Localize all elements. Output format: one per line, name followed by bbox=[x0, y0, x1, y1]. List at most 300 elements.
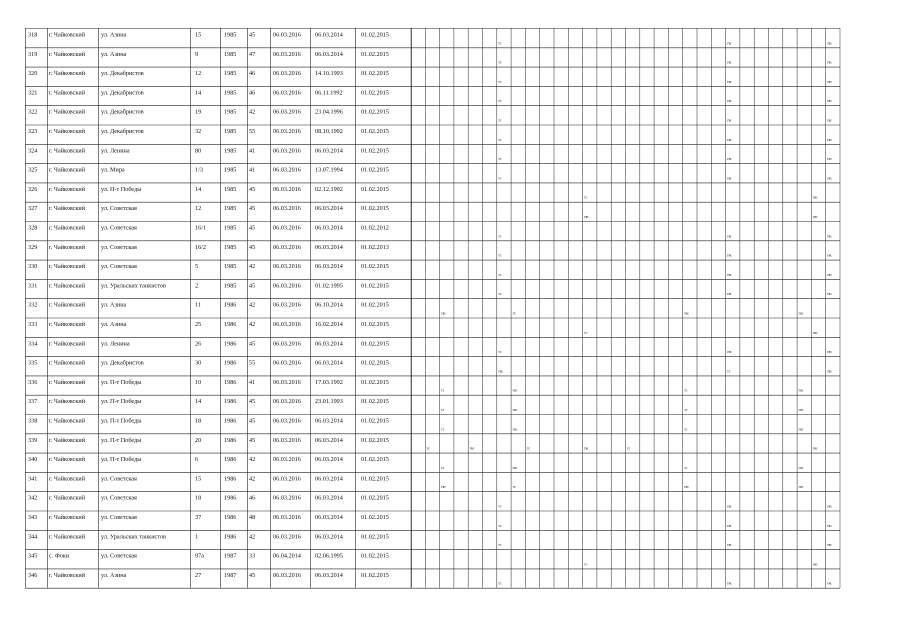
cell-n: 346 bbox=[28, 571, 38, 579]
cell-d1: 06.03.2016 bbox=[273, 128, 301, 135]
cell-street: ул. Советская bbox=[101, 475, 137, 483]
cell-year: 1985 bbox=[224, 128, 237, 135]
cell-d1: 06.03.2016 bbox=[273, 321, 301, 328]
cell-year: 1987 bbox=[224, 552, 237, 560]
cell-count: 55 bbox=[249, 128, 256, 135]
cell-house: 12 bbox=[195, 70, 202, 78]
cell-count: 45 bbox=[249, 417, 256, 425]
cell-year: 1987 bbox=[224, 571, 237, 579]
marker-label: гвс bbox=[812, 215, 818, 219]
cell-year: 1986 bbox=[224, 494, 237, 502]
cell-house: 32 bbox=[195, 128, 202, 135]
cell-n: 334 bbox=[28, 340, 38, 348]
cell-d1: 06.03.2016 bbox=[273, 263, 301, 271]
cell-town: г. Чайковский bbox=[49, 185, 86, 193]
cell-town: г. Чайковский bbox=[49, 417, 86, 425]
cell-d3: 01.02.2015 bbox=[361, 166, 389, 174]
cell-town: г. Чайковский bbox=[49, 89, 86, 97]
cell-d1: 06.03.2016 bbox=[273, 456, 301, 464]
marker-label: гвс bbox=[798, 408, 804, 412]
cell-count: 42 bbox=[249, 475, 256, 483]
marker-label: гвс bbox=[812, 446, 818, 451]
cell-n: 338 bbox=[28, 417, 38, 425]
marker-label: тс bbox=[498, 253, 502, 258]
cell-d2: 06.03.2014 bbox=[315, 205, 343, 213]
cell-street: ул. Советская bbox=[101, 263, 137, 271]
cell-d3: 01.02.2015 bbox=[361, 321, 389, 328]
cell-count: 55 bbox=[249, 359, 256, 367]
cell-street: ул. П-т Победы bbox=[101, 185, 142, 193]
marker-label: гвс bbox=[727, 504, 732, 509]
cell-d1: 06.03.2016 bbox=[273, 147, 301, 155]
cell-town: г. Чайковский bbox=[49, 571, 86, 579]
cell-d3: 01.02.2015 bbox=[361, 185, 389, 193]
cell-street: ул. Советская bbox=[101, 243, 137, 251]
cell-d3: 01.02.2012 bbox=[361, 224, 389, 232]
marker-label: тс bbox=[498, 176, 502, 181]
cell-d2: 06.03.2014 bbox=[315, 571, 343, 579]
cell-d2: 06.03.2014 bbox=[315, 50, 343, 58]
marker-label: гвс bbox=[727, 272, 732, 277]
cell-d3: 01.02.2015 bbox=[361, 147, 389, 155]
marker-label: гвс bbox=[512, 465, 518, 470]
cell-d3: 01.02.2015 bbox=[361, 436, 389, 444]
marker-label: гвс bbox=[684, 311, 689, 316]
marker-label: гвс bbox=[798, 388, 804, 393]
marker-label: гвс bbox=[827, 157, 832, 162]
cell-d2: 06.11.1992 bbox=[315, 89, 343, 97]
marker-label: гвс bbox=[827, 350, 832, 355]
marker-label: гвс bbox=[512, 388, 518, 393]
cell-count: 33 bbox=[249, 552, 256, 560]
cell-d1: 06.03.2016 bbox=[273, 89, 301, 97]
marker-label: гвс bbox=[812, 195, 818, 200]
cell-d2: 06.03.2014 bbox=[315, 456, 343, 464]
cell-street: ул. П-т Победы bbox=[101, 417, 142, 425]
marker-label: тс bbox=[684, 388, 688, 393]
cell-d3: 01.02.2015 bbox=[361, 70, 389, 78]
marker-label: тс bbox=[498, 234, 502, 239]
cell-street: ул. Декабристов bbox=[101, 70, 144, 78]
cell-d1: 06.03.2016 bbox=[273, 436, 301, 444]
cell-street: ул. П-т Победы bbox=[101, 378, 142, 386]
cell-year: 1985 bbox=[224, 108, 237, 116]
cell-d3: 01.02.2015 bbox=[361, 108, 389, 116]
cell-town: г. Чайковский bbox=[49, 456, 86, 464]
marker-label: тс bbox=[584, 330, 588, 335]
cell-count: 42 bbox=[249, 263, 256, 271]
marker-label: тс bbox=[498, 60, 502, 65]
marker-label: гвс bbox=[827, 99, 832, 104]
marker-label: тс bbox=[512, 485, 516, 490]
cell-d3: 01.02.2015 bbox=[361, 263, 389, 271]
cell-d3: 01.02.2015 bbox=[361, 533, 389, 541]
cell-d3: 01.02.2015 bbox=[361, 340, 389, 348]
cell-count: 45 bbox=[249, 31, 256, 39]
marker-label: гвс bbox=[727, 41, 732, 46]
cell-d2: 06.03.2014 bbox=[315, 417, 343, 425]
cell-year: 1986 bbox=[224, 475, 237, 483]
cell-n: 318 bbox=[28, 31, 38, 39]
cell-year: 1985 bbox=[224, 31, 237, 39]
marker-label: тс bbox=[498, 41, 502, 46]
cell-d2: 06.03.2014 bbox=[315, 494, 343, 502]
cell-house: 14 bbox=[195, 89, 202, 97]
cell-count: 41 bbox=[249, 166, 256, 174]
cell-town: г. Чайковский bbox=[49, 436, 86, 444]
cell-d1: 06.03.2016 bbox=[273, 50, 301, 58]
cell-street: ул. Декабристов bbox=[101, 89, 144, 97]
cell-count: 45 bbox=[249, 185, 256, 193]
marker-label: гвс bbox=[727, 292, 732, 297]
cell-d3: 01.02.2015 bbox=[361, 205, 389, 213]
cell-house: 37 bbox=[195, 514, 202, 521]
cell-town: г. Чайковский bbox=[49, 205, 86, 213]
marker-label: гвс bbox=[727, 581, 732, 586]
cell-d3: 01.02.2015 bbox=[361, 359, 389, 367]
cell-town: г. Чайковский bbox=[49, 340, 86, 348]
cell-n: 326 bbox=[28, 185, 38, 193]
cell-d2: 02.12.1992 bbox=[315, 185, 343, 193]
cell-d2: 06.03.2014 bbox=[315, 243, 343, 251]
cell-d2: 06.10.2014 bbox=[315, 301, 343, 309]
marker-label: гвс bbox=[827, 41, 832, 46]
cell-d1: 06.03.2016 bbox=[273, 70, 301, 78]
cell-d1: 06.03.2016 bbox=[273, 185, 301, 193]
cell-town: г. Чайковский bbox=[49, 494, 86, 502]
marker-label: гвс bbox=[827, 253, 832, 258]
marker-label: тс bbox=[441, 388, 445, 393]
document-table bbox=[25, 28, 845, 603]
cell-street: ул. Советская bbox=[101, 552, 137, 560]
cell-d1: 06.03.2016 bbox=[273, 205, 301, 213]
marker-label: тс bbox=[498, 99, 502, 104]
cell-house: 16/2 bbox=[195, 243, 207, 251]
cell-house: 20 bbox=[195, 436, 202, 444]
cell-house: 16/1 bbox=[195, 224, 207, 232]
marker-label: тс bbox=[498, 118, 502, 123]
cell-d2: 13.07.1994 bbox=[315, 166, 343, 174]
cell-d2: 06.03.2014 bbox=[315, 224, 343, 232]
cell-count: 45 bbox=[249, 340, 256, 348]
marker-label: тс bbox=[584, 562, 588, 567]
cell-town: г. Чайковский bbox=[49, 243, 86, 251]
cell-d2: 06.03.2014 bbox=[315, 436, 343, 444]
cell-street: ул. Мира bbox=[101, 166, 125, 174]
cell-year: 1985 bbox=[224, 282, 237, 290]
cell-d1: 06.03.2016 bbox=[273, 359, 301, 367]
cell-town: г. Чайковский bbox=[49, 301, 86, 309]
cell-d1: 06.03.2016 bbox=[273, 301, 301, 309]
marker-label: гвс bbox=[498, 369, 504, 374]
cell-n: 330 bbox=[28, 263, 38, 271]
cell-street: ул. Советская bbox=[101, 224, 137, 232]
cell-town: г. Чайковский bbox=[49, 128, 86, 135]
marker-label: тс bbox=[526, 446, 531, 451]
cell-town: г. Чайковский bbox=[49, 166, 86, 174]
cell-d3: 01.02.2015 bbox=[361, 128, 389, 135]
cell-house: 11 bbox=[195, 301, 201, 309]
marker-label: тс bbox=[498, 79, 502, 84]
cell-house: 15 bbox=[195, 475, 202, 483]
cell-street: ул. П-т Победы bbox=[101, 456, 142, 464]
cell-d3: 01.02.2015 bbox=[361, 31, 389, 39]
cell-house: 27 bbox=[195, 571, 202, 579]
marker-label: тс bbox=[684, 427, 688, 432]
cell-count: 47 bbox=[249, 50, 256, 58]
cell-town: г. Чайковский bbox=[49, 321, 86, 328]
cell-street: ул. Декабристов bbox=[101, 128, 144, 135]
cell-n: 336 bbox=[28, 378, 38, 386]
marker-label: гвс bbox=[827, 176, 832, 181]
cell-house: 10 bbox=[195, 378, 202, 386]
cell-d3: 01.02.2015 bbox=[361, 378, 389, 386]
marker-label: гвс bbox=[727, 253, 732, 258]
cell-d2: 23.01.1993 bbox=[315, 398, 343, 406]
marker-label: тс bbox=[512, 311, 516, 316]
cell-house: 80 bbox=[195, 147, 202, 155]
cell-n: 341 bbox=[28, 475, 38, 483]
cell-street: ул. Советская bbox=[101, 494, 137, 502]
marker-label: гвс bbox=[827, 369, 832, 374]
cell-year: 1986 bbox=[224, 533, 237, 541]
marker-label: гвс bbox=[727, 60, 732, 65]
cell-d3: 01.02.2015 bbox=[361, 571, 389, 579]
marker-label: гвс bbox=[827, 272, 832, 277]
cell-town: г. Чайковский bbox=[49, 514, 86, 521]
cell-street: ул. Советская bbox=[101, 205, 137, 213]
marker-label: гвс bbox=[827, 118, 832, 123]
marker-label: тс bbox=[426, 446, 431, 451]
cell-d1: 06.03.2016 bbox=[273, 571, 301, 579]
cell-count: 45 bbox=[249, 224, 256, 232]
cell-town: г. Чайковский bbox=[49, 475, 86, 483]
cell-n: 328 bbox=[28, 224, 38, 232]
cell-town: с. Фоки bbox=[49, 552, 70, 560]
marker-label: гвс bbox=[812, 562, 818, 567]
cell-house: 6 bbox=[195, 456, 199, 464]
marker-label: тс bbox=[441, 427, 445, 432]
marker-label: гвс bbox=[684, 485, 689, 490]
marker-label: гвс bbox=[812, 330, 818, 335]
cell-n: 342 bbox=[28, 494, 38, 502]
marker-label: гвс bbox=[798, 427, 804, 432]
cell-house: 30 bbox=[195, 359, 202, 367]
marker-label: гвс bbox=[727, 118, 732, 123]
cell-d2: 06.03.2014 bbox=[315, 147, 343, 155]
cell-count: 48 bbox=[249, 514, 256, 521]
cell-d2: 06.03.2014 bbox=[315, 340, 343, 348]
cell-house: 14 bbox=[195, 398, 202, 406]
cell-n: 320 bbox=[28, 70, 38, 78]
cell-n: 331 bbox=[28, 282, 38, 290]
cell-n: 340 bbox=[28, 456, 38, 464]
cell-d1: 06.03.2016 bbox=[273, 398, 301, 406]
cell-n: 323 bbox=[28, 128, 38, 135]
cell-count: 45 bbox=[249, 571, 256, 579]
cell-d1: 06.03.2016 bbox=[273, 166, 301, 174]
cell-street: ул. Азина bbox=[101, 321, 127, 328]
cell-town: г. Чайковский bbox=[49, 70, 86, 78]
cell-house: 14 bbox=[195, 185, 202, 193]
cell-d2: 08.10.1992 bbox=[315, 128, 343, 135]
table-grid bbox=[25, 28, 845, 598]
cell-d3: 01.02.2015 bbox=[361, 89, 389, 97]
cell-year: 1986 bbox=[224, 301, 237, 309]
cell-n: 339 bbox=[28, 436, 38, 444]
cell-house: 5 bbox=[195, 263, 199, 271]
marker-label: гвс bbox=[827, 79, 832, 84]
cell-town: г. Чайковский bbox=[49, 359, 86, 367]
marker-label: гвс bbox=[512, 427, 518, 432]
cell-year: 1985 bbox=[224, 50, 237, 58]
cell-town: г. Чайковский bbox=[49, 282, 86, 290]
marker-label: гвс bbox=[584, 446, 589, 451]
marker-label: тс bbox=[498, 292, 502, 297]
cell-year: 1985 bbox=[224, 205, 237, 213]
marker-label: гвс bbox=[727, 79, 732, 84]
cell-d2: 01.02.1995 bbox=[315, 282, 343, 290]
cell-street: ул. Советская bbox=[101, 514, 137, 521]
cell-street: ул. Азина bbox=[101, 301, 127, 309]
marker-label: тс bbox=[498, 157, 502, 162]
cell-n: 337 bbox=[28, 398, 38, 406]
marker-label: гвс bbox=[827, 504, 832, 509]
marker-label: тс bbox=[498, 504, 502, 509]
cell-n: 333 bbox=[28, 321, 38, 328]
marker-label: гвс bbox=[727, 157, 732, 162]
cell-d1: 06.03.2016 bbox=[273, 378, 301, 386]
cell-street: ул. Декабристов bbox=[101, 359, 144, 367]
cell-d1: 06.03.2016 bbox=[273, 31, 301, 39]
cell-d2: 16.02.2014 bbox=[315, 321, 343, 328]
cell-d3: 01.02.2015 bbox=[361, 417, 389, 425]
marker-label: тс bbox=[684, 465, 688, 470]
cell-count: 42 bbox=[249, 301, 256, 309]
cell-n: 319 bbox=[28, 50, 38, 58]
cell-count: 45 bbox=[249, 436, 256, 444]
cell-d2: 06.03.2014 bbox=[315, 475, 343, 483]
marker-label: гвс bbox=[727, 137, 732, 142]
cell-d1: 06.03.2016 bbox=[273, 475, 301, 483]
cell-d1: 06.03.2016 bbox=[273, 282, 301, 290]
cell-count: 42 bbox=[249, 533, 256, 541]
cell-d1: 06.03.2016 bbox=[273, 533, 301, 541]
marker-label: тс bbox=[441, 408, 445, 412]
cell-town: г. Чайковский bbox=[49, 378, 86, 386]
cell-d2: 06.03.2014 bbox=[315, 514, 343, 521]
cell-street: ул. Ленина bbox=[101, 340, 130, 348]
cell-year: 1985 bbox=[224, 185, 237, 193]
cell-town: г. Чайковский bbox=[49, 533, 86, 541]
marker-label: тс bbox=[498, 137, 502, 142]
cell-n: 329 bbox=[28, 243, 38, 251]
cell-street: ул. Азина bbox=[101, 31, 127, 39]
cell-d3: 01.02.2015 bbox=[361, 475, 389, 483]
cell-count: 45 bbox=[249, 205, 256, 213]
marker-label: тс bbox=[584, 195, 588, 200]
cell-d2: 14.10.1993 bbox=[315, 70, 343, 78]
marker-label: гвс bbox=[827, 60, 832, 65]
cell-n: 322 bbox=[28, 108, 38, 116]
cell-d3: 01.02.2015 bbox=[361, 456, 389, 464]
cell-year: 1985 bbox=[224, 224, 237, 232]
marker-label: тс bbox=[727, 369, 731, 374]
marker-label: гвс bbox=[827, 543, 832, 548]
cell-street: ул. Декабристов bbox=[101, 108, 144, 116]
cell-house: 97а bbox=[195, 552, 204, 560]
marker-label: гвс bbox=[469, 446, 475, 451]
cell-year: 1986 bbox=[224, 436, 237, 444]
marker-label: гвс bbox=[827, 523, 832, 528]
marker-label: гвс bbox=[441, 485, 446, 490]
cell-d1: 06.03.2016 bbox=[273, 224, 301, 232]
cell-d1: 06.03.2016 bbox=[273, 243, 301, 251]
marker-label: гвс bbox=[584, 215, 589, 219]
marker-label: гвс bbox=[727, 234, 732, 239]
cell-d2: 02.06.1995 bbox=[315, 552, 343, 560]
cell-d3: 01.02.2015 bbox=[361, 552, 389, 560]
cell-year: 1985 bbox=[224, 89, 237, 97]
cell-d1: 06.03.2016 bbox=[273, 108, 301, 116]
cell-year: 1985 bbox=[224, 243, 237, 251]
cell-year: 1985 bbox=[224, 147, 237, 155]
cell-house: 18 bbox=[195, 494, 202, 502]
cell-town: г. Чайковский bbox=[49, 31, 86, 39]
cell-n: 335 bbox=[28, 359, 38, 367]
cell-d2: 06.03.2014 bbox=[315, 31, 343, 39]
cell-n: 327 bbox=[28, 205, 38, 213]
cell-count: 41 bbox=[249, 378, 256, 386]
cell-house: 15 bbox=[195, 31, 202, 39]
cell-d3: 01.02.2015 bbox=[361, 398, 389, 406]
marker-label: гвс bbox=[441, 311, 446, 316]
marker-label: гвс bbox=[727, 523, 732, 528]
cell-street: ул. Азина bbox=[101, 571, 127, 579]
cell-n: 343 bbox=[28, 514, 38, 521]
cell-town: г. Чайковский bbox=[49, 263, 86, 271]
cell-count: 45 bbox=[249, 398, 256, 406]
cell-d1: 06.03.2016 bbox=[273, 340, 301, 348]
cell-house: 2 bbox=[195, 282, 199, 290]
marker-label: тс bbox=[684, 408, 688, 412]
cell-town: г. Чайковский bbox=[49, 50, 86, 58]
cell-count: 45 bbox=[249, 243, 256, 251]
marker-label: гвс bbox=[827, 137, 832, 142]
cell-house: 1 bbox=[195, 533, 199, 541]
cell-n: 345 bbox=[28, 552, 38, 560]
cell-year: 1986 bbox=[224, 417, 237, 425]
cell-count: 41 bbox=[249, 147, 256, 155]
cell-d1: 06.04.2014 bbox=[273, 552, 301, 560]
marker-label: тс bbox=[498, 272, 502, 277]
cell-d2: 06.03.2014 bbox=[315, 263, 343, 271]
cell-count: 42 bbox=[249, 108, 256, 116]
cell-d3: 01.02.2015 bbox=[361, 514, 389, 521]
marker-label: гвс bbox=[827, 581, 832, 586]
marker-label: тс bbox=[627, 446, 631, 451]
marker-label: гвс bbox=[727, 543, 732, 548]
marker-label: тс bbox=[498, 581, 502, 586]
cell-n: 324 bbox=[28, 147, 38, 155]
cell-count: 42 bbox=[249, 456, 256, 464]
marker-label: гвс bbox=[512, 408, 518, 412]
cell-street: ул. Уральских танкистов bbox=[101, 282, 166, 290]
cell-year: 1985 bbox=[224, 70, 237, 78]
marker-label: гвс bbox=[727, 176, 732, 181]
cell-d2: 06.03.2014 bbox=[315, 533, 343, 541]
cell-d2: 17.03.1992 bbox=[315, 378, 343, 386]
